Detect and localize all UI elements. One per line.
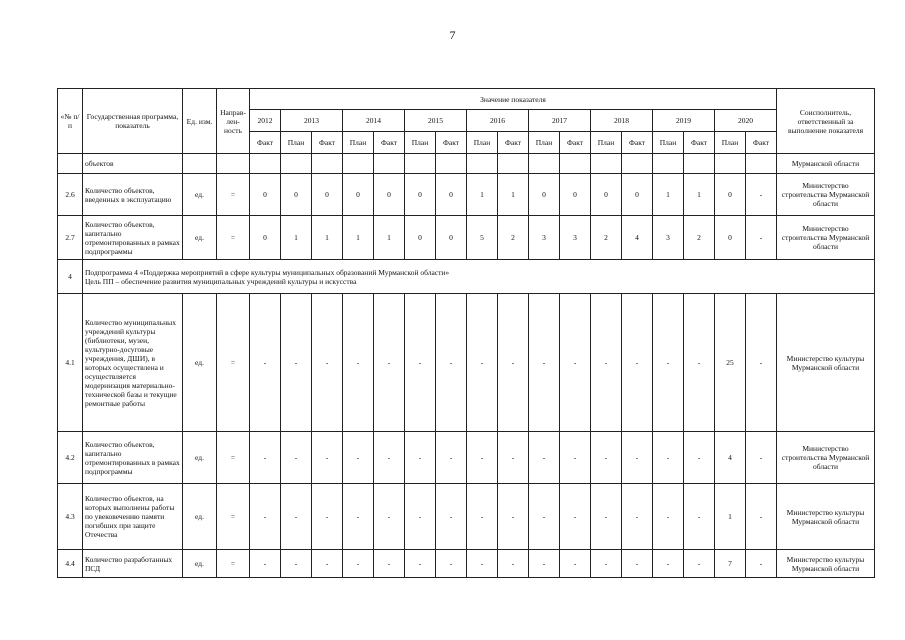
cell-value: 0 (715, 174, 746, 216)
cell-value: - (436, 432, 467, 484)
row-num: 4.3 (58, 484, 83, 550)
subprogram-line1: Подпрограмма 4 «Поддержка мероприятий в сфере культуры муниципальных образований Мурманской области» (85, 267, 450, 277)
row-executor: Министерство строительства Мурманской области (777, 174, 875, 216)
cell-value: 1 (498, 174, 529, 216)
cell-value: - (498, 294, 529, 432)
cell-value: - (312, 294, 343, 432)
row-unit: ед. (183, 216, 217, 260)
table-row (58, 174, 875, 216)
table-row (58, 216, 875, 260)
cell-value: 1 (715, 484, 746, 550)
cell-value: - (746, 174, 777, 216)
col-plan: План (343, 132, 374, 154)
cell-value: - (312, 550, 343, 578)
cell-value: - (560, 484, 591, 550)
cell-value: - (622, 484, 653, 550)
cell-value: - (436, 550, 467, 578)
row-num: 4.2 (58, 432, 83, 484)
cell-value: 0 (560, 174, 591, 216)
cell-value: - (405, 294, 436, 432)
col-plan: План (529, 132, 560, 154)
cell-value: - (343, 550, 374, 578)
cell-value: - (746, 484, 777, 550)
cell-value: - (250, 294, 281, 432)
year-2013: 2013 (281, 110, 343, 132)
cell-value: 1 (467, 174, 498, 216)
cell-value: 0 (591, 174, 622, 216)
cell-value: - (498, 484, 529, 550)
cell-value: - (560, 550, 591, 578)
row-direction: = (217, 550, 250, 578)
row-num: 2.6 (58, 174, 83, 216)
subprogram-title (83, 260, 875, 294)
cell-value: - (622, 294, 653, 432)
col-fact: Факт (622, 132, 653, 154)
cell-value: 3 (529, 216, 560, 260)
cell-value: - (591, 484, 622, 550)
cell-value: - (529, 550, 560, 578)
row-name: Количество муниципальных учреждений культуры (библиотеки, музеи, культурно-досуговые учреждения, ДШИ), в которых осуществлена и осуществляется модернизация материально-технической базы и текущие ремонтные работы (83, 294, 183, 432)
row-name: Количество объектов, капитально отремонтированных в рамках подпрограммы (83, 432, 183, 484)
cell-value: 1 (653, 174, 684, 216)
subprogram-row (58, 260, 875, 294)
cell-value: 1 (312, 216, 343, 260)
cell-value: 1 (343, 216, 374, 260)
cell-value: - (498, 432, 529, 484)
cell-value: - (746, 432, 777, 484)
cell-value: 2 (591, 216, 622, 260)
row-name: Количество объектов, капитально отремонтированных в рамках подпрограммы (83, 216, 183, 260)
cell-value: - (684, 484, 715, 550)
row-unit: ед. (183, 174, 217, 216)
cell-value: - (467, 484, 498, 550)
row-executor: Министерство строительства Мурманской области (777, 216, 875, 260)
col-plan: План (281, 132, 312, 154)
row-unit: ед. (183, 550, 217, 578)
cell-value: - (529, 432, 560, 484)
cell-value: 3 (653, 216, 684, 260)
cell-value: - (467, 294, 498, 432)
cell-value: - (343, 432, 374, 484)
cell-value: 1 (374, 216, 405, 260)
col-plan: План (715, 132, 746, 154)
cell-value: 0 (405, 174, 436, 216)
col-fact: Факт (312, 132, 343, 154)
year-2020: 2020 (715, 110, 777, 132)
header-executor: Соисполнитель, ответственный за выполнение показателя (777, 89, 875, 154)
col-plan: План (405, 132, 436, 154)
cell-value: - (653, 432, 684, 484)
cell-value: 4 (622, 216, 653, 260)
cell-value: - (312, 484, 343, 550)
col-fact: Факт (560, 132, 591, 154)
cell-value: - (343, 294, 374, 432)
col-plan: План (591, 132, 622, 154)
cell-value: - (746, 294, 777, 432)
cell-value: 0 (622, 174, 653, 216)
header-program: Государственная программа, показатель (83, 89, 183, 154)
year-2017: 2017 (529, 110, 591, 132)
cell-value: 25 (715, 294, 746, 432)
table-row (58, 294, 875, 432)
cell-value: - (560, 432, 591, 484)
col-fact: Факт (684, 132, 715, 154)
row-direction: = (217, 294, 250, 432)
cell-value: - (746, 550, 777, 578)
cell-value: - (467, 550, 498, 578)
cell-value: 0 (715, 216, 746, 260)
year-2016: 2016 (467, 110, 529, 132)
cell-value: 0 (436, 174, 467, 216)
cell-value: - (312, 432, 343, 484)
cell-value: - (281, 294, 312, 432)
cell-value: 2 (498, 216, 529, 260)
cell-value: - (467, 432, 498, 484)
table-row (58, 550, 875, 578)
cell-value: - (591, 550, 622, 578)
table-row (58, 154, 875, 174)
cell-value: 0 (374, 174, 405, 216)
year-2019: 2019 (653, 110, 715, 132)
cell-value: 1 (684, 174, 715, 216)
cell-value: 4 (715, 432, 746, 484)
row-name: объектов (83, 154, 183, 174)
row-unit: ед. (183, 432, 217, 484)
cell-value: - (436, 484, 467, 550)
indicator-table (57, 88, 875, 578)
row-direction: = (217, 216, 250, 260)
cell-value: - (250, 432, 281, 484)
cell-value: - (498, 550, 529, 578)
cell-value: - (529, 484, 560, 550)
cell-value: - (529, 294, 560, 432)
cell-value: - (405, 484, 436, 550)
col-plan: План (653, 132, 684, 154)
cell-value: 0 (281, 174, 312, 216)
cell-value: - (374, 550, 405, 578)
cell-value: - (374, 432, 405, 484)
col-plan: План (467, 132, 498, 154)
row-executor: Министерство строительства Мурманской области (777, 432, 875, 484)
cell-value: 2 (684, 216, 715, 260)
row-executor: Министерство культуры Мурманской области (777, 550, 875, 578)
cell-value: - (281, 432, 312, 484)
cell-value: - (281, 550, 312, 578)
row-name: Количество объектов, введенных в эксплуатацию (83, 174, 183, 216)
header-direction: Направ-лен-ность (217, 89, 250, 154)
cell-value: - (374, 294, 405, 432)
cell-value: - (250, 550, 281, 578)
row-direction: = (217, 484, 250, 550)
row-executor: Мурманской области (777, 154, 875, 174)
cell-value: 7 (715, 550, 746, 578)
col-fact: Факт (250, 132, 281, 154)
cell-value: - (653, 484, 684, 550)
cell-value: 0 (312, 174, 343, 216)
cell-value: 5 (467, 216, 498, 260)
row-name: Количество разработанных ПСД (83, 550, 183, 578)
cell-value: - (622, 550, 653, 578)
subprogram-goal: Цель ПП – обеспечение развития муниципальных учреждений культуры и искусства (85, 276, 357, 286)
cell-value: - (405, 432, 436, 484)
cell-value: - (343, 484, 374, 550)
table-row (58, 432, 875, 484)
year-2012: 2012 (250, 110, 281, 132)
col-fact: Факт (436, 132, 467, 154)
cell-value: - (436, 294, 467, 432)
cell-value: - (281, 484, 312, 550)
cell-value: - (591, 432, 622, 484)
cell-value: - (684, 294, 715, 432)
row-unit: ед. (183, 484, 217, 550)
header-num: «№ п/п (58, 89, 83, 154)
row-unit: ед. (183, 294, 217, 432)
cell-value: - (746, 216, 777, 260)
cell-value: - (684, 432, 715, 484)
cell-value: 0 (250, 174, 281, 216)
subprogram-num: 4 (58, 260, 83, 294)
col-fact: Факт (374, 132, 405, 154)
page-number: 7 (449, 28, 456, 42)
row-direction: = (217, 174, 250, 216)
cell-value: - (653, 294, 684, 432)
row-num: 2.7 (58, 216, 83, 260)
row-num: 4.4 (58, 550, 83, 578)
cell-value: - (405, 550, 436, 578)
row-executor: Министерство культуры Мурманской области (777, 294, 875, 432)
header-value: Значение показателя (250, 89, 777, 110)
cell-value: - (374, 484, 405, 550)
cell-value: - (653, 550, 684, 578)
cell-value: - (591, 294, 622, 432)
cell-value: 0 (343, 174, 374, 216)
cell-value: - (560, 294, 591, 432)
year-2015: 2015 (405, 110, 467, 132)
cell-value: - (250, 484, 281, 550)
row-executor: Министерство культуры Мурманской области (777, 484, 875, 550)
cell-value: 1 (281, 216, 312, 260)
row-num: 4.1 (58, 294, 83, 432)
cell-value: - (684, 550, 715, 578)
row-name: Количество объектов, на которых выполнены работы по увековечению памяти погибших при защите Отечества (83, 484, 183, 550)
header-unit: Ед. изм. (183, 89, 217, 154)
cell-value: - (622, 432, 653, 484)
cell-value: 0 (250, 216, 281, 260)
cell-value: 0 (405, 216, 436, 260)
row-direction: = (217, 432, 250, 484)
table-row (58, 484, 875, 550)
cell-value: 0 (436, 216, 467, 260)
cell-value: 0 (529, 174, 560, 216)
col-fact: Факт (746, 132, 777, 154)
cell-value: 3 (560, 216, 591, 260)
year-2014: 2014 (343, 110, 405, 132)
col-fact: Факт (498, 132, 529, 154)
year-2018: 2018 (591, 110, 653, 132)
